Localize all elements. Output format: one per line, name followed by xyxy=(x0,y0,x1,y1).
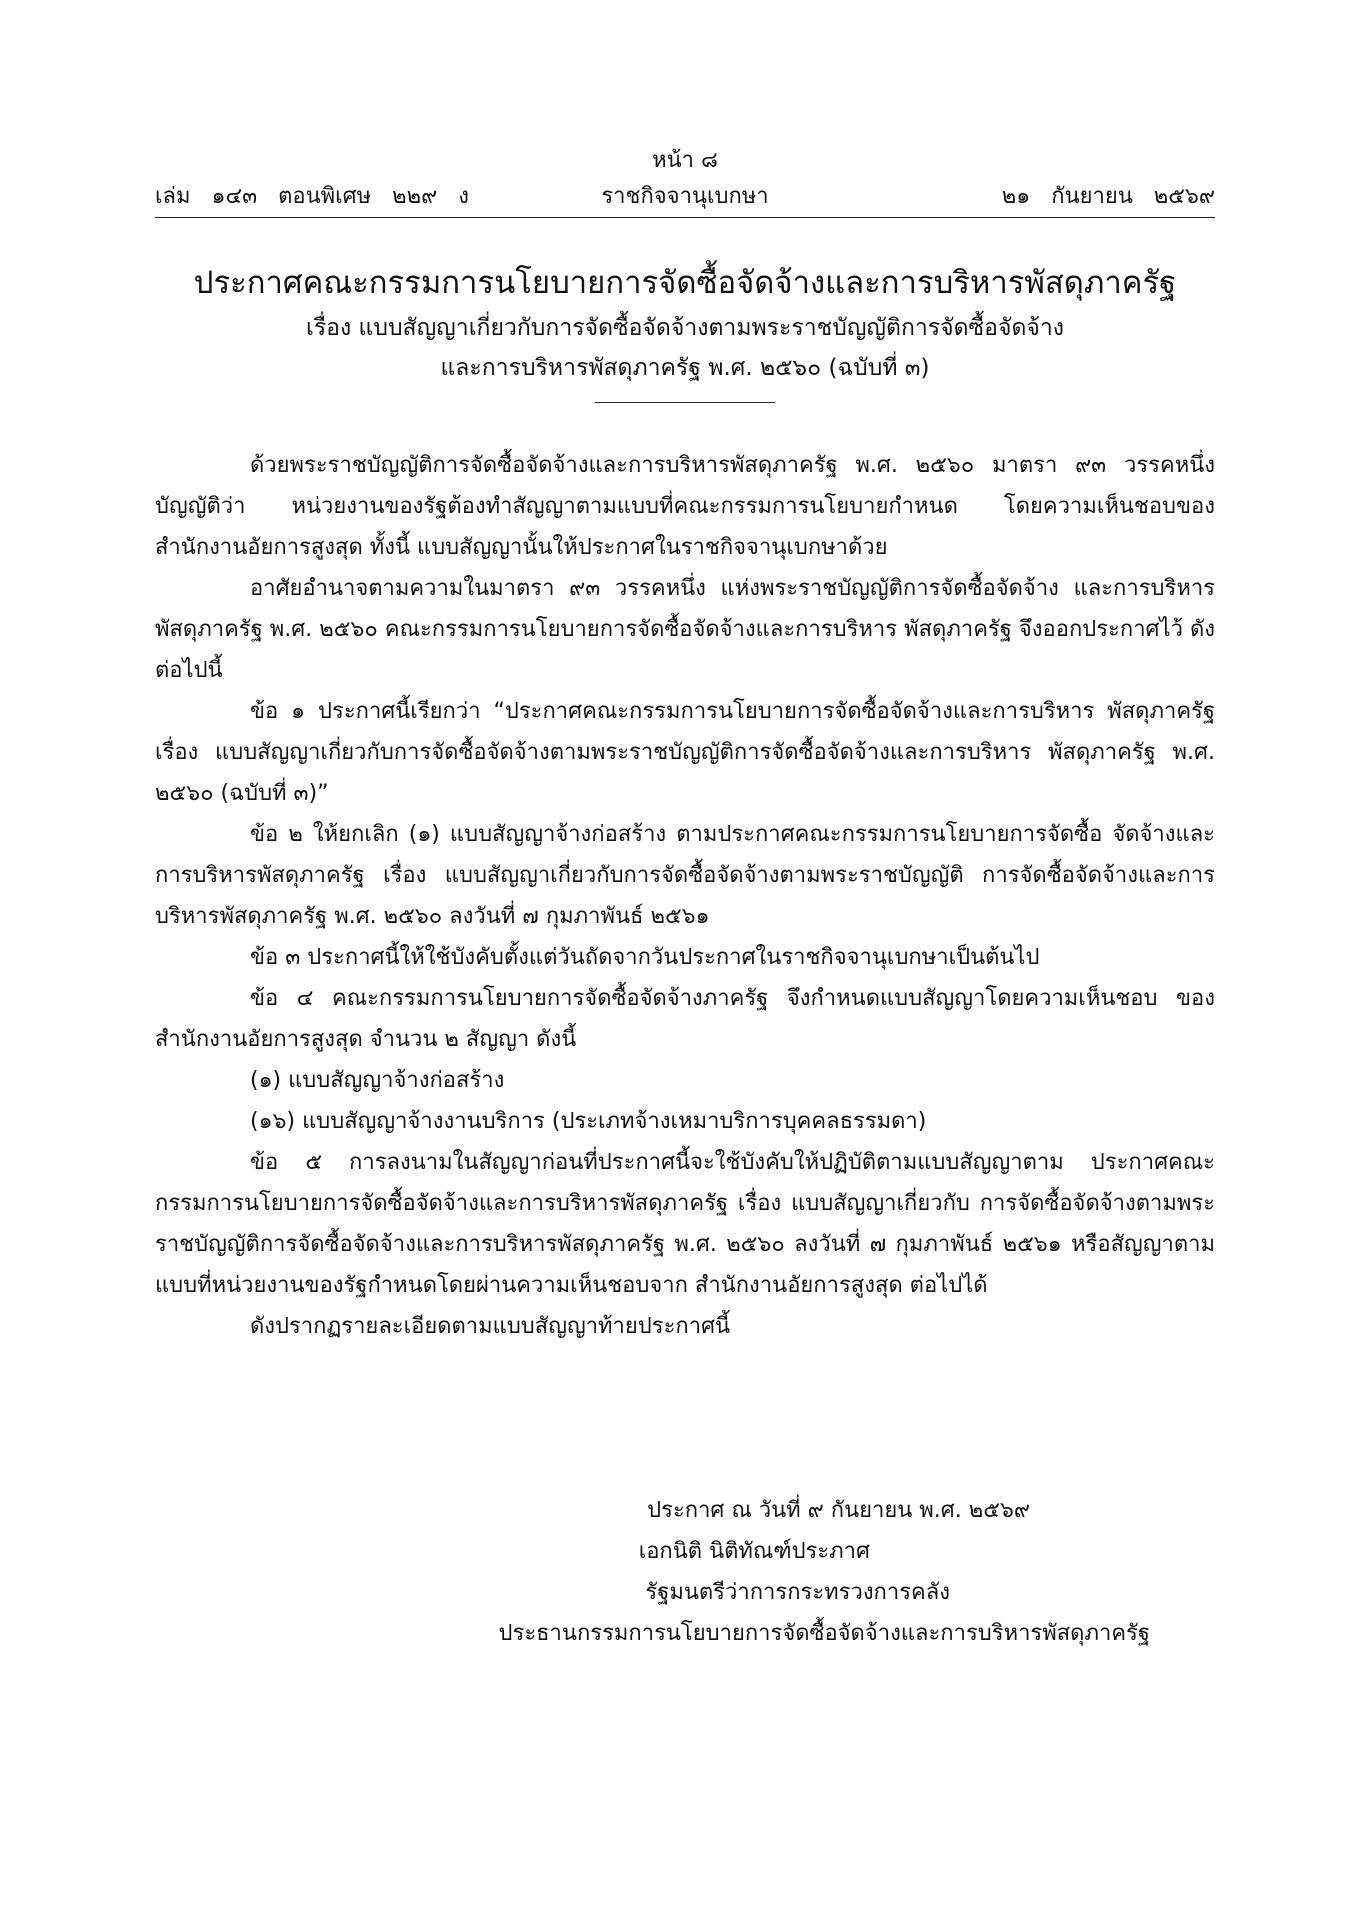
contract-item-1: (๑) แบบสัญญาจ้างก่อสร้าง xyxy=(250,1068,505,1093)
paragraph-preamble: ด้วยพระราชบัญญัติการจัดซื้อจัดจ้างและการบริหารพัสดุภาครัฐ พ.ศ. ๒๕๖๐ มาตรา ๙๓ วรรคหนึ่ง บัญญัติว่า หน่วยงานของรัฐต้องทำสัญญาตามแบบที่คณะกรรมการนโยบายกำหนด โดยความเห็นชอบของสำนักงานอัยการสูงสุด ทั้งนี้ แบบสัญญานั้นให้ประกาศในราชกิจจานุเบกษาด้วย xyxy=(155,453,1215,560)
signatory-chair-role: ประธานกรรมการนโยบายการจัดซื้อจัดจ้างและการบริหารพัสดุภาครัฐ xyxy=(498,1621,1150,1646)
announcement-body xyxy=(155,445,1215,1347)
header-row xyxy=(155,177,1215,217)
clause-3: ข้อ ๓ ประกาศนี้ให้ใช้บังคับตั้งแต่วันถัดจากวันประกาศในราชกิจจานุเบกษาเป็นต้นไป xyxy=(250,945,1040,970)
signature-block xyxy=(155,1490,1215,1654)
signatory-name: เอกนิติ นิติทัณฑ์ประภาศ xyxy=(638,1539,870,1564)
header-divider xyxy=(155,217,1215,218)
paragraph-authority: อาศัยอำนาจตามความในมาตรา ๙๓ วรรคหนึ่ง แห่งพระราชบัญญัติการจัดซื้อจัดจ้าง และการบริหารพัสดุภาครัฐ พ.ศ. ๒๕๖๐ คณะกรรมการนโยบายการจัดซื้อจัดจ้างและการบริหาร พัสดุภาครัฐ จึงออกประกาศไว้ ดังต่อไปนี้ xyxy=(155,576,1215,683)
gazette-header xyxy=(155,145,1215,218)
page-number: หน้า ๘ xyxy=(652,148,718,173)
clause-2: ข้อ ๒ ให้ยกเลิก (๑) แบบสัญญาจ้างก่อสร้าง ตามประกาศคณะกรรมการนโยบายการจัดซื้อ จัดจ้างและการบริหารพัสดุภาครัฐ เรื่อง แบบสัญญาเกี่ยวกับการจัดซื้อจัดจ้างตามพระราชบัญญัติ การจัดซื้อจัดจ้างและการบริหารพัสดุภาครัฐ พ.ศ. ๒๕๖๐ ลงวันที่ ๗ กุมภาพันธ์ ๒๕๖๑ xyxy=(155,822,1215,929)
announcement-date: ประกาศ ณ วันที่ ๙ กันยายน พ.ศ. ๒๕๖๙ xyxy=(647,1498,1030,1523)
gazette-name: ราชกิจจานุเบกษา xyxy=(601,184,769,209)
clause-4: ข้อ ๔ คณะกรรมการนโยบายการจัดซื้อจัดจ้างภาครัฐ จึงกำหนดแบบสัญญาโดยความเห็นชอบ ของสำนักงานอัยการสูงสุด จำนวน ๒ สัญญา ดังนี้ xyxy=(155,986,1215,1052)
subject-line-2: และการบริหารพัสดุภาครัฐ พ.ศ. ๒๕๖๐ (ฉบับที่ ๓) xyxy=(440,355,930,381)
paragraph-closing: ดังปรากฏรายละเอียดตามแบบสัญญาท้ายประกาศนี้ xyxy=(250,1314,731,1339)
clause-1: ข้อ ๑ ประกาศนี้เรียกว่า “ประกาศคณะกรรมการนโยบายการจัดซื้อจัดจ้างและการบริหาร พัสดุภาครัฐ เรื่อง แบบสัญญาเกี่ยวกับการจัดซื้อจัดจ้างตามพระราชบัญญัติการจัดซื้อจัดจ้างและการบริหาร พัสดุภาครัฐ พ.ศ. ๒๕๖๐ (ฉบับที่ ๓)” xyxy=(155,699,1215,806)
subject-line-1: เรื่อง แบบสัญญาเกี่ยวกับการจัดซื้อจัดจ้างตามพระราชบัญญัติการจัดซื้อจัดจ้าง xyxy=(305,315,1065,341)
contract-item-16: (๑๖) แบบสัญญาจ้างงานบริการ (ประเภทจ้างเหมาบริการบุคคลธรรมดา) xyxy=(250,1109,927,1134)
announcement-title: ประกาศคณะกรรมการนโยบายการจัดซื้อจัดจ้างและการบริหารพัสดุภาครัฐ xyxy=(193,265,1177,301)
clause-5: ข้อ ๕ การลงนามในสัญญาก่อนที่ประกาศนี้จะใช้บังคับให้ปฏิบัติตามแบบสัญญาตาม ประกาศคณะกรรมการนโยบายการจัดซื้อจัดจ้างและการบริหารพัสดุภาครัฐ เรื่อง แบบสัญญาเกี่ยวกับ การจัดซื้อจัดจ้างตามพระราชบัญญัติการจัดซื้อจัดจ้างและการบริหารพัสดุภาครัฐ พ.ศ. ๒๕๖๐ ลงวันที่ ๗ กุมภาพันธ์ ๒๕๖๑ หรือสัญญาตามแบบที่หน่วยงานของรัฐกำหนดโดยผ่านความเห็นชอบจาก สำนักงานอัยการสูงสุด ต่อไปได้ xyxy=(155,1150,1215,1298)
volume-issue: เล่ม ๑๔๓ ตอนพิเศษ ๒๒๙ ง xyxy=(155,184,469,209)
title-divider xyxy=(595,402,775,403)
signatory-position: รัฐมนตรีว่าการกระทรวงการคลัง xyxy=(645,1580,950,1605)
announcement-title-block xyxy=(155,258,1215,403)
publication-date: ๒๑ กันยายน ๒๕๖๙ xyxy=(1001,184,1215,209)
